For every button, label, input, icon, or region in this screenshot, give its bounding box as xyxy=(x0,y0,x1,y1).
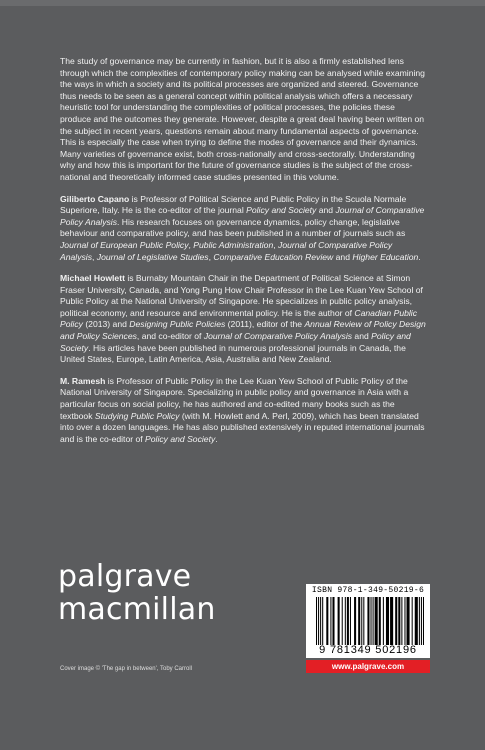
publisher-url[interactable]: www.palgrave.com xyxy=(306,660,430,673)
journal-title: Journal of Comparative Policy Analysis xyxy=(203,331,353,342)
author-name: Giliberto Capano xyxy=(60,193,130,204)
journal-title: Policy and Society xyxy=(246,205,317,216)
barcode-bar xyxy=(316,597,317,645)
barcode-bar xyxy=(395,597,397,645)
blurb-paragraph xyxy=(60,56,426,184)
top-band xyxy=(0,0,485,6)
bio-text: (2013) and xyxy=(82,319,130,330)
barcode-bar xyxy=(361,597,362,645)
barcode-bar xyxy=(404,597,405,645)
barcode-bar xyxy=(386,597,389,645)
journal-title: Higher Education xyxy=(352,251,419,262)
barcode-bar xyxy=(330,597,331,645)
barcode-bar xyxy=(318,597,319,645)
barcode-bar xyxy=(350,597,351,645)
author-name: M. Ramesh xyxy=(60,375,106,386)
book-title: Studying Public Policy xyxy=(94,410,180,421)
barcode-bar xyxy=(338,597,340,645)
bio-text: , xyxy=(273,239,279,250)
logo-line-2: macmillan xyxy=(58,592,216,627)
barcode-bar xyxy=(363,597,364,645)
barcode-bar xyxy=(390,597,393,645)
journal-title: Journal of Comparative Policy Analysis xyxy=(60,239,393,262)
bio-text: , xyxy=(188,239,194,250)
bio-text: and xyxy=(352,331,372,342)
bio-text: (with M. Howlett and A. Perl, 2009), which has been translated into over a dozen languages. He has also published extensively in reputed international journals and is the co-editor of xyxy=(60,410,425,444)
bio-text: and xyxy=(333,251,353,262)
bio-text: . His research focuses on governance dynamics, policy change, legislative behaviour and comparative policy, and has been published in a number of journals such as xyxy=(60,216,406,239)
barcode-bar xyxy=(326,597,328,645)
barcode-digits: 9 781349 502196 xyxy=(319,644,417,656)
barcode-bar xyxy=(423,597,424,645)
journal-title: Journal of Comparative Policy Analysis xyxy=(60,205,425,227)
book-title: Designing Public Policies xyxy=(129,319,226,330)
bio-text: and xyxy=(316,205,336,216)
barcode-bar xyxy=(320,597,321,645)
barcode-bar xyxy=(383,597,384,645)
book-title: Canadian Public Policy xyxy=(60,307,418,330)
barcode-bar xyxy=(367,597,369,645)
barcode-bar xyxy=(379,597,381,645)
journal-title: Comparative Education Review xyxy=(213,251,334,262)
barcode-bars xyxy=(316,597,424,645)
bio-text: is Burnaby Mountain Chair in the Department of Political Science at Simon Fraser University, Canada, and Yong Pung How Chair Professor in the Lee Kuan Yew School of Public Policy at the National University of Singapore. He specializes in public policy analysis, political economy, and resource and environmental policy. He is the author of xyxy=(60,273,423,318)
bio-text: . xyxy=(215,433,218,444)
barcode-bar xyxy=(347,597,349,645)
bio-text: , and co-editor of xyxy=(136,331,204,342)
author-bio-capano xyxy=(60,194,426,264)
bio-text: is Professor of Political Science and Public Policy in the Scuola Normale Superiore, Italy. He is the co-editor of the journal xyxy=(60,193,407,216)
bio-text: , xyxy=(208,251,214,262)
barcode-bar xyxy=(354,597,356,645)
barcode-bar xyxy=(345,597,346,645)
barcode-bar xyxy=(358,597,360,645)
bio-text: . xyxy=(418,251,421,262)
author-bio-howlett xyxy=(60,273,426,366)
bio-text: is Professor of Public Policy in the Lee Kuan Yew School of Public Policy of the National University of Singapore. Specializing in public policy and governance in Asia with a particular focus on social policy, he has authored and co-edited many books such as the textbook xyxy=(60,375,409,421)
book-title: Annual Review of Policy Design and Policy Sciences xyxy=(60,319,426,342)
bio-text: (2011), editor of the xyxy=(225,319,305,330)
blurb-text: The study of governance may be currently in fashion, but it is also a firmly established lens through which the complexities of contemporary policy making can be analysed while examining the ways in which a society and its political processes are organized and steered. Governance thus needs to be seen as a general concept within political analysis which offers a necessary heuristic tool for understanding the complexities of political processes, the policies these produce and the outcomes they generate. However, despite a great deal having been written on the subject in recent years, questions remain about many fundamental aspects of governance. This is especially the case when trying to define the modes of governance and their dynamics. Many varieties of governance exist, both cross-nationally and cross-sectorally. Understanding why and how this is important for the future of governance studies is the subject of the cross-national and theoretically informed case studies presented in this volume. xyxy=(60,56,425,182)
barcode-bar xyxy=(332,597,334,645)
cover-text xyxy=(60,56,426,445)
logo-line-1: palgrave xyxy=(58,559,192,594)
author-name: Michael Howlett xyxy=(60,273,125,284)
journal-title: Policy and Society xyxy=(60,331,411,353)
journal-title: Policy and Society xyxy=(145,433,216,444)
isbn-barcode xyxy=(306,584,430,658)
publisher-logo xyxy=(58,560,216,626)
isbn-label: ISBN 978-1-349-50219-6 xyxy=(311,586,425,595)
journal-title: Public Administration xyxy=(193,239,274,250)
barcode-bar xyxy=(421,597,422,645)
barcode-bar xyxy=(407,597,410,645)
author-bio-ramesh xyxy=(60,376,426,446)
journal-title: Journal of European Public Policy xyxy=(60,239,189,250)
barcode-bar xyxy=(419,597,420,645)
cover-image-credit: Cover image © 'The gap in between', Toby Carroll xyxy=(60,666,192,672)
barcode-bar xyxy=(322,597,323,645)
bio-text: . His articles have been published in numerous professional journals in Canada, the United States, Europe, Latin America, Asia, Australia and New Zealand. xyxy=(60,342,406,365)
barcode-bar xyxy=(401,597,402,645)
bio-text: , xyxy=(92,251,97,262)
barcode-bar xyxy=(375,597,378,645)
journal-title: Journal of Legislative Studies xyxy=(96,251,209,262)
barcode-bar xyxy=(415,597,418,645)
barcode-bar xyxy=(412,597,413,645)
barcode-bar xyxy=(371,597,372,645)
barcode-bar xyxy=(342,597,343,645)
barcode-bar xyxy=(373,597,374,645)
barcode-bar xyxy=(398,597,400,645)
